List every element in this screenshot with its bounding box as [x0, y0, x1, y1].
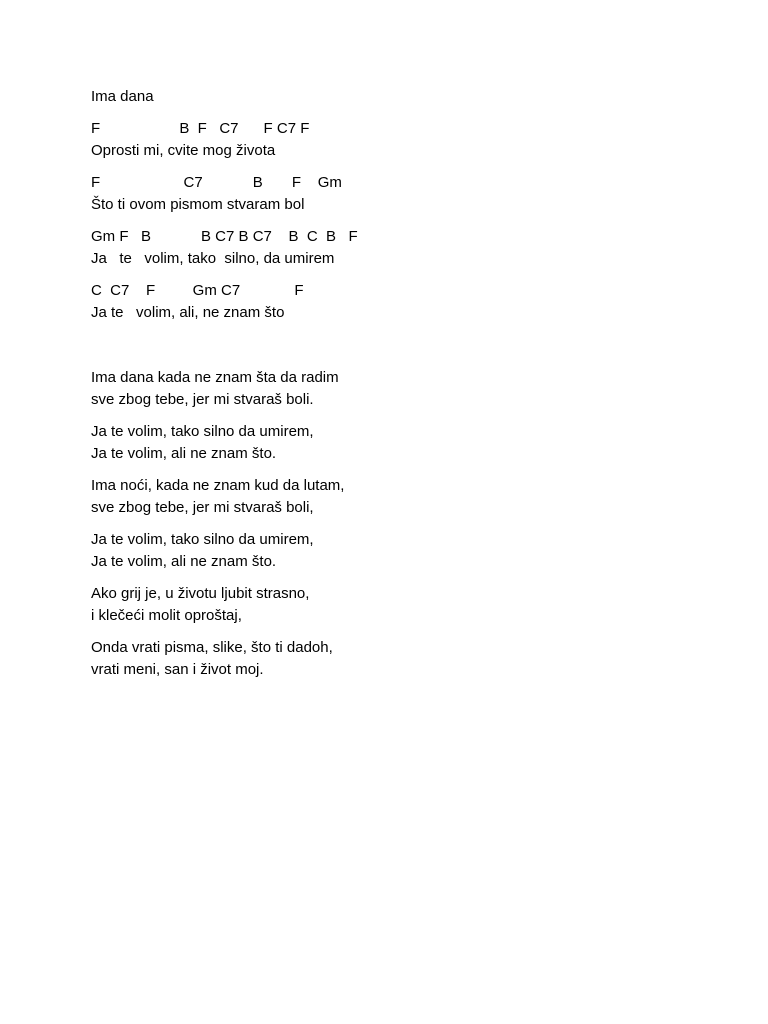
verse-line: vrati meni, san i život moj. [91, 661, 264, 678]
song-sheet [91, 86, 711, 691]
verse-2 [91, 421, 711, 465]
verse-line: Ja te volim, tako silno da umirem, [91, 531, 314, 548]
verse-line: Ako grij je, u životu ljubit strasno, [91, 585, 310, 602]
lyric-line: Ja te volim, tako silno, da umirem [91, 250, 335, 267]
verse-line: Ja te volim, ali ne znam što. [91, 445, 277, 462]
chord-block-1 [91, 118, 711, 162]
verse-line: Ima dana kada ne znam šta da radim [91, 369, 339, 386]
verse-line: sve zbog tebe, jer mi stvaraš boli, [91, 499, 314, 516]
verse-1 [91, 367, 711, 411]
verse-5 [91, 583, 711, 627]
verse-line: sve zbog tebe, jer mi stvaraš boli. [91, 391, 314, 408]
lyric-line: Ja te volim, ali, ne znam što [91, 304, 285, 321]
verse-3 [91, 475, 711, 519]
song-title: Ima dana [91, 88, 154, 105]
chord-block-2 [91, 172, 711, 216]
section-spacer [91, 334, 711, 367]
chord-line: Gm F B B C7 B C7 B C B F [91, 228, 358, 245]
chord-line: C C7 F Gm C7 F [91, 282, 304, 299]
verse-6 [91, 637, 711, 681]
lyric-line: Što ti ovom pismom stvaram bol [91, 196, 305, 213]
verse-line: Onda vrati pisma, slike, što ti dadoh, [91, 639, 333, 656]
verse-line: i klečeći molit oproštaj, [91, 607, 242, 624]
chord-block-3 [91, 226, 711, 270]
lyric-line: Oprosti mi, cvite mog života [91, 142, 276, 159]
verse-line: Ja te volim, ali ne znam što. [91, 553, 277, 570]
chord-line: F B F C7 F C7 F [91, 120, 310, 137]
chord-block-4 [91, 280, 711, 324]
verse-4 [91, 529, 711, 573]
verse-line: Ja te volim, tako silno da umirem, [91, 423, 314, 440]
verse-line: Ima noći, kada ne znam kud da lutam, [91, 477, 345, 494]
chord-line: F C7 B F Gm [91, 174, 342, 191]
